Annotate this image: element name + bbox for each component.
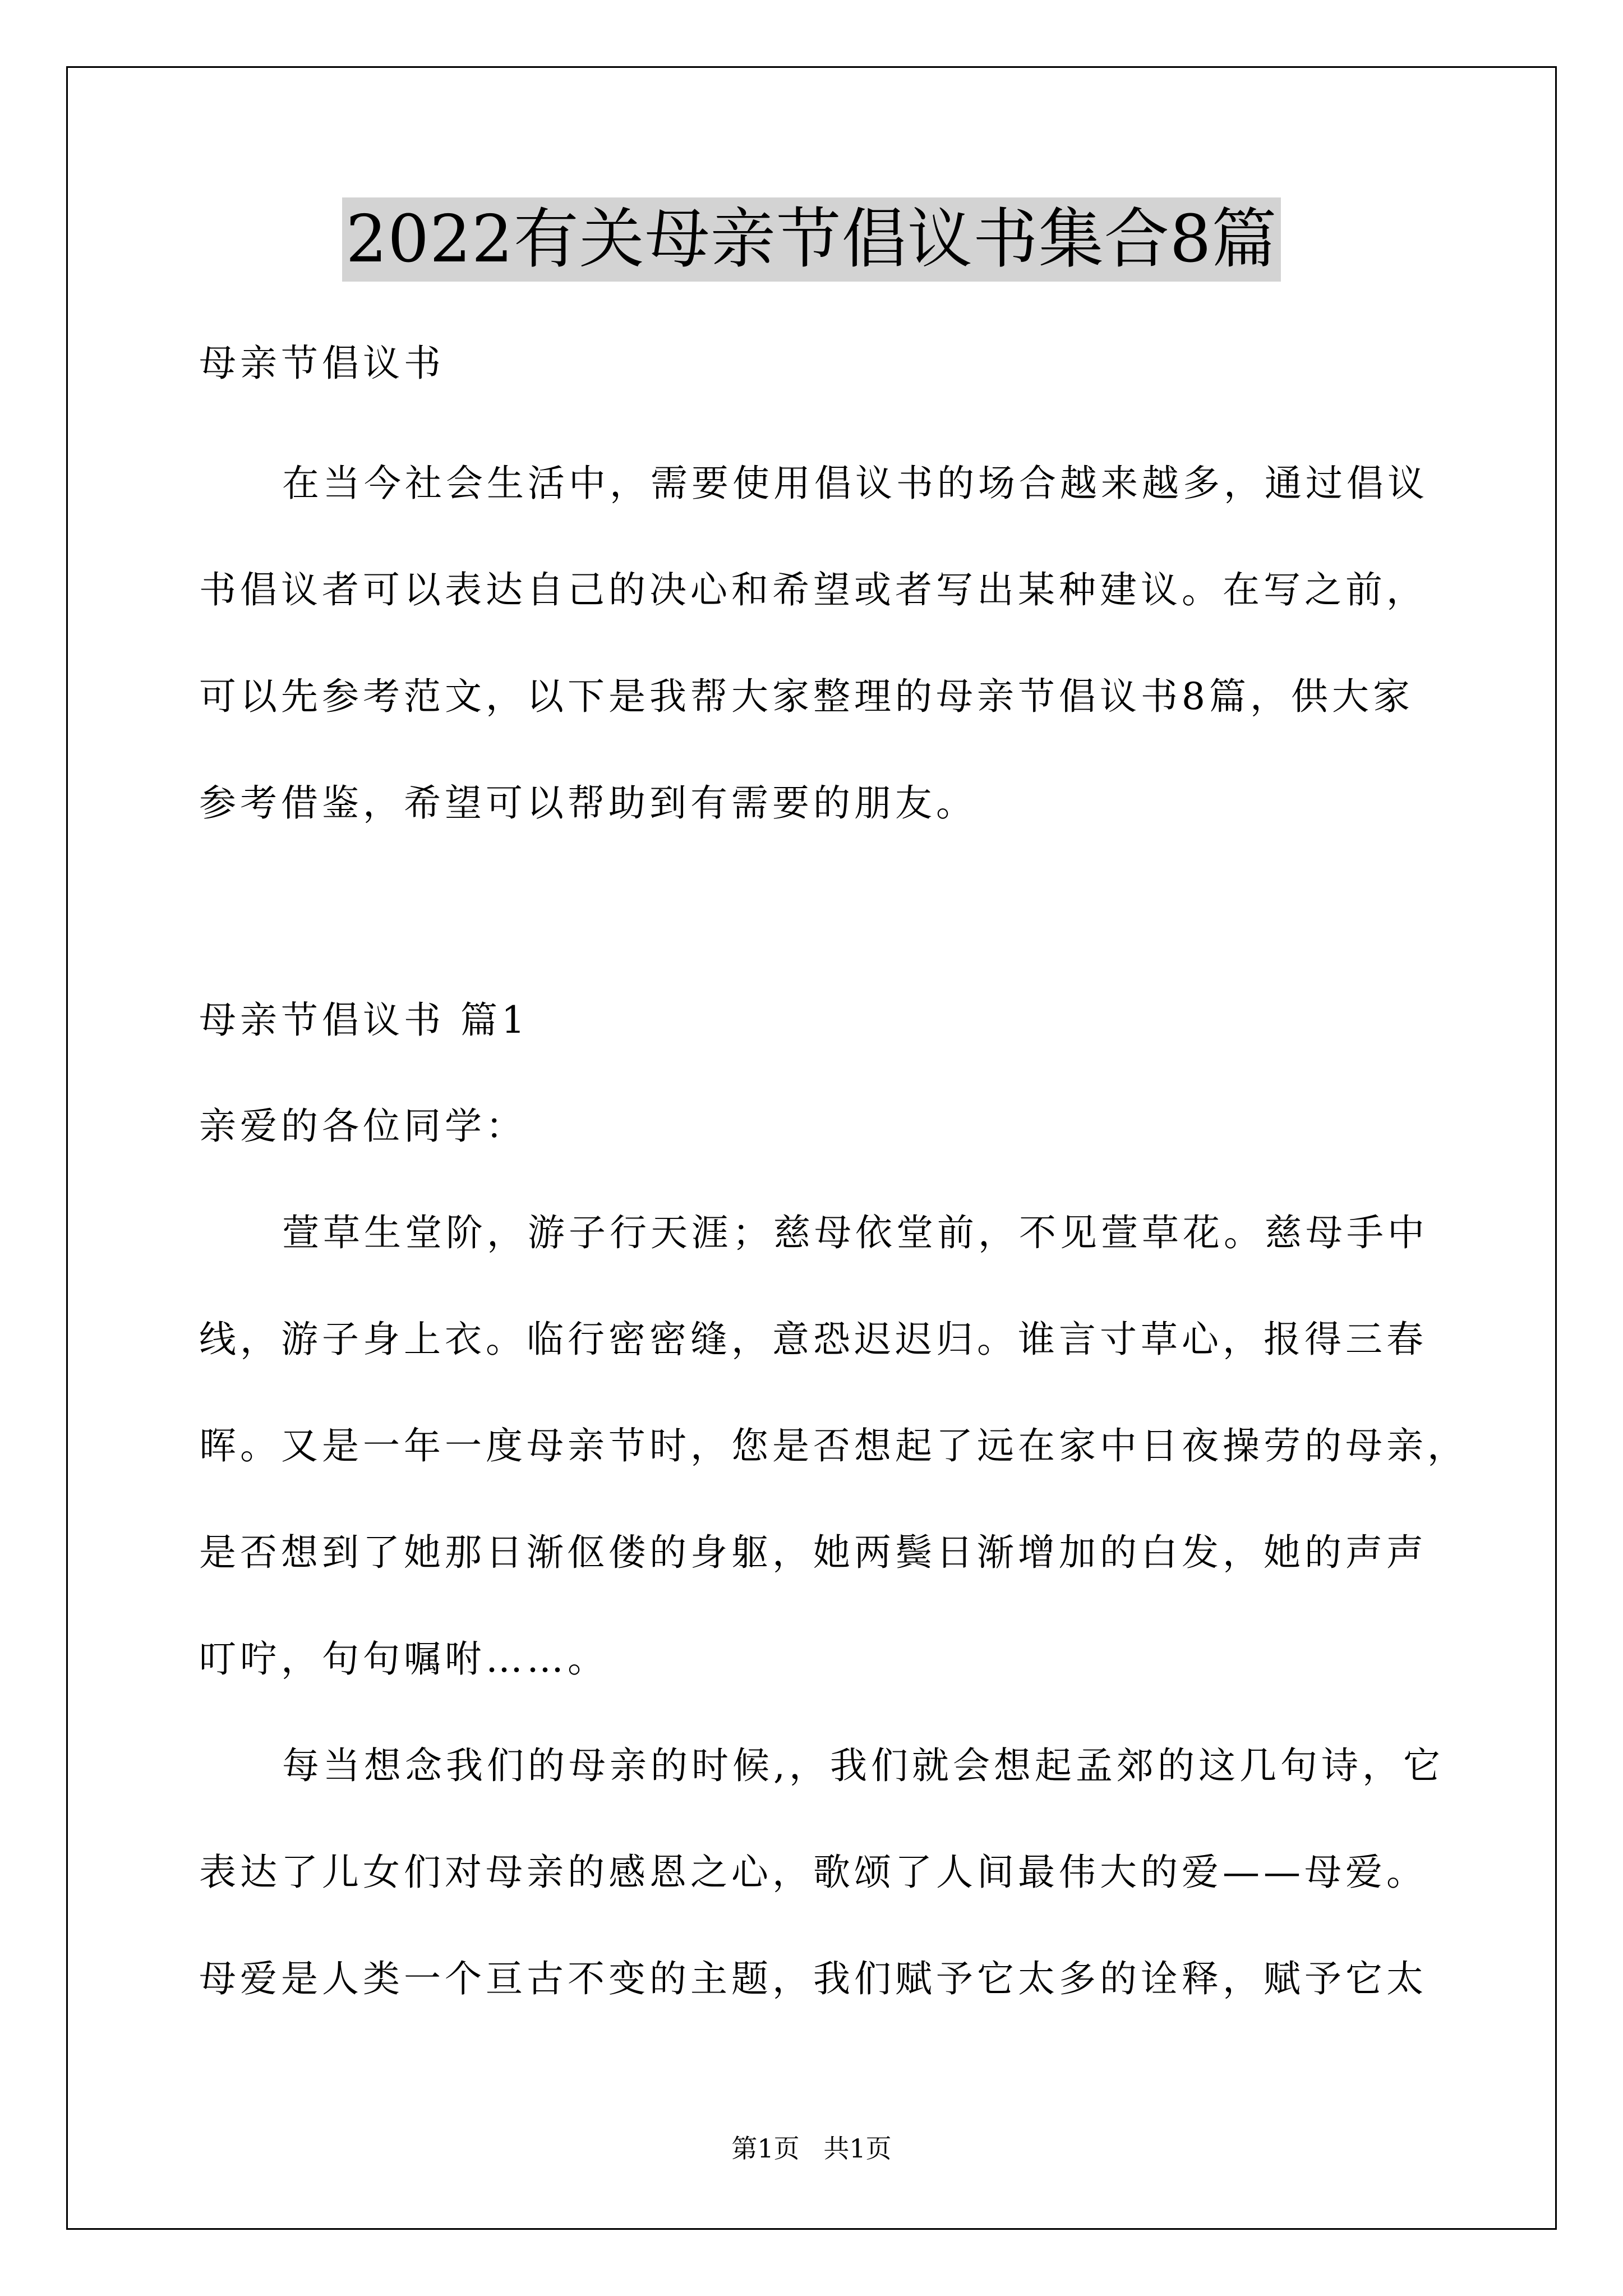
page-number: 第1页 xyxy=(731,2133,800,2164)
paragraph-line: 在当今社会生活中，需要使用倡议书的场合越来越多，通过倡议 xyxy=(282,462,1428,505)
paragraph-line: 可以先参考范文，以下是我帮大家整理的母亲节倡议书8篇，供大家 xyxy=(199,675,1414,718)
paragraph-line: 书倡议者可以表达自己的决心和希望或者写出某种建议。在写之前， xyxy=(199,568,1427,611)
paragraph-line: 叮咛，句句嘱咐……。 xyxy=(199,1637,608,1681)
paragraph-line: 是否想到了她那日渐伛偻的身躯，她两鬓日渐增加的白发，她的声声 xyxy=(199,1531,1427,1574)
page-footer xyxy=(0,2132,1623,2165)
title-container xyxy=(0,197,1623,282)
paragraph-line: 参考借鉴，希望可以帮助到有需要的朋友。 xyxy=(199,781,977,825)
paragraph-line: 表达了儿女们对母亲的感恩之心，歌颂了人间最伟大的爱——母爱。 xyxy=(199,1851,1427,1894)
page-total: 共1页 xyxy=(823,2133,892,2164)
paragraph-line: 母爱是人类一个亘古不变的主题，我们赋予它太多的诠释，赋予它太 xyxy=(199,1957,1427,2000)
paragraph-line: 每当想念我们的母亲的时候,，我们就会想起孟郊的这几句诗，它 xyxy=(282,1744,1444,1787)
section-heading: 母亲节倡议书 xyxy=(199,342,445,385)
paragraph-line: 萱草生堂阶，游子行天涯；慈母依堂前，不见萱草花。慈母手中 xyxy=(282,1211,1428,1254)
document-title: 2022有关母亲节倡议书集合8篇 xyxy=(342,197,1280,282)
paragraph-line: 晖。又是一年一度母亲节时，您是否想起了远在家中日夜操劳的母亲， xyxy=(199,1424,1468,1467)
paragraph-line: 线，游子身上衣。临行密密缝，意恐迟迟归。谁言寸草心，报得三春 xyxy=(199,1318,1427,1361)
salutation: 亲爱的各位同学： xyxy=(199,1105,527,1148)
section-heading: 母亲节倡议书 篇1 xyxy=(199,999,529,1042)
